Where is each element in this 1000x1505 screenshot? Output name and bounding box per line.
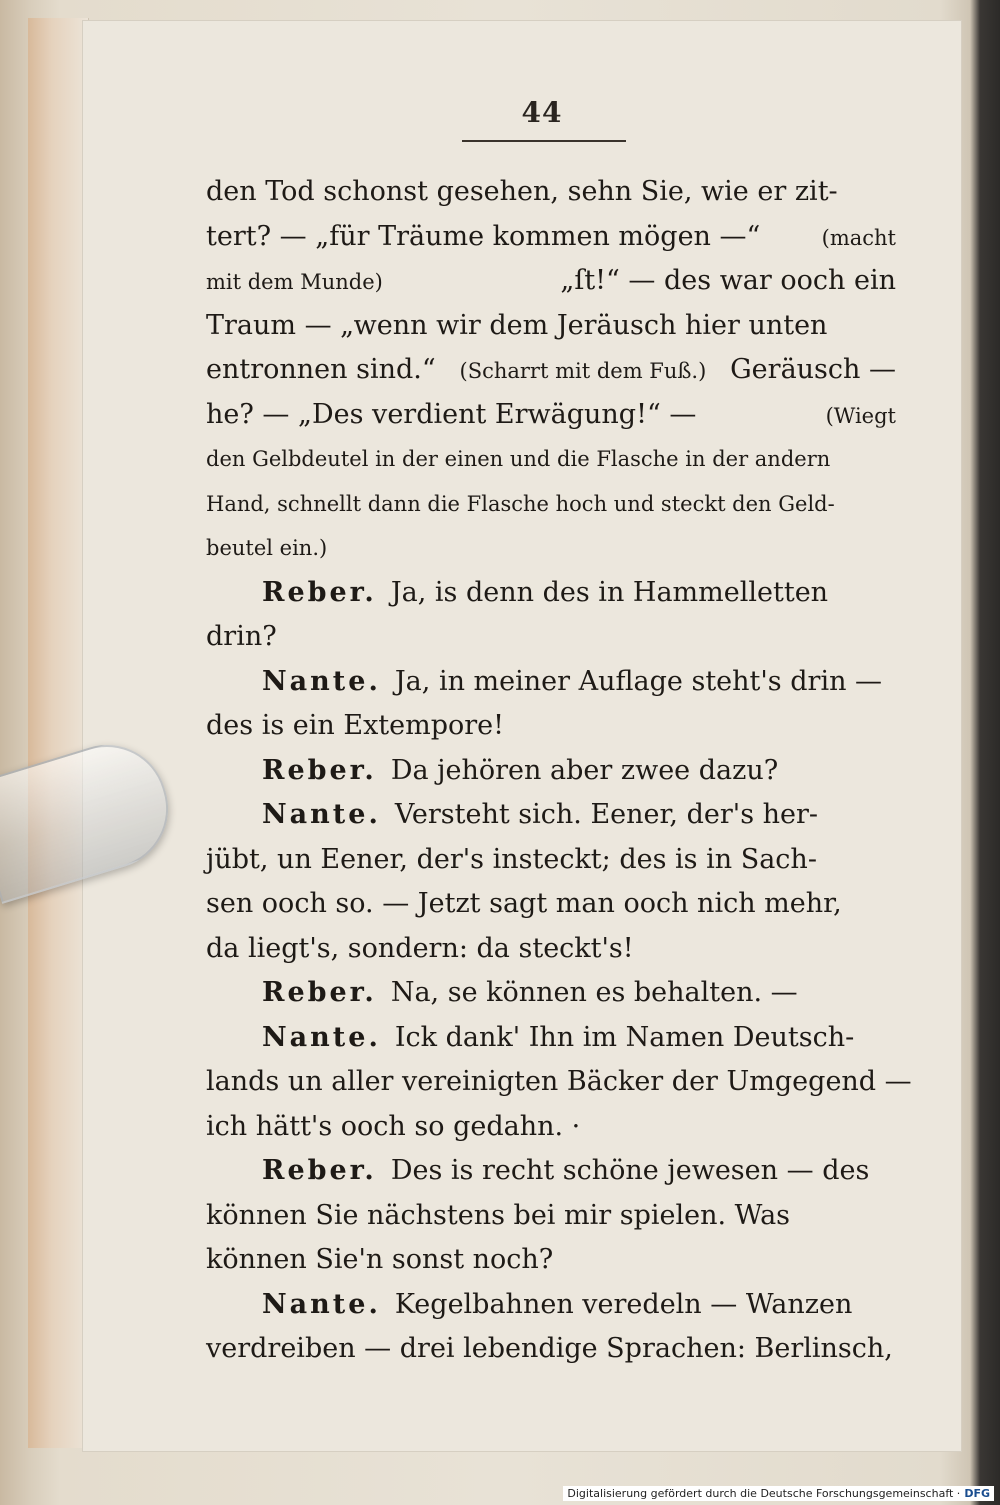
dialogue-text: Geräusch —	[730, 354, 896, 385]
text-line	[206, 1016, 896, 1061]
dialogue-text: Na, se können es behalten. —	[390, 977, 798, 1008]
dialogue-text: Ick dank' Ihn im Namen Deutsch-	[394, 1021, 855, 1053]
page-stack-edge	[28, 18, 89, 1448]
page-text	[206, 170, 912, 1372]
text-line	[206, 1327, 896, 1372]
speaker-name: Nante.	[262, 1288, 381, 1320]
dialogue-text: können Sie nächstens bei mir spielen. Was	[206, 1199, 791, 1231]
text-line	[206, 482, 896, 527]
page-number-rule	[462, 140, 626, 142]
speaker-name: Nante.	[262, 665, 381, 697]
text-line	[206, 393, 896, 438]
text-line	[206, 838, 896, 883]
speaker-name: Nante.	[262, 799, 381, 830]
dialogue-text: jübt, un Eener, der's insteckt; des is in Sach-	[206, 843, 817, 875]
dialogue-text: lands un aller vereinigten Bäcker der Umgegend —	[206, 1066, 912, 1097]
text-line	[206, 437, 896, 482]
stage-direction: den Gelbdeutel in der einen und die Flasche in der andern	[206, 447, 831, 471]
text-line	[206, 526, 896, 571]
dialogue-text: Versteht sich. Eener, der's her-	[394, 799, 819, 830]
text-line	[206, 571, 896, 616]
stage-direction: (macht	[821, 225, 896, 250]
text-line	[206, 1194, 896, 1239]
speaker-name: Reber.	[262, 754, 377, 786]
dialogue-text: den Tod schonst gesehen, sehn Sie, wie er zit-	[206, 176, 838, 207]
dialogue-text: ich hätt's ooch so gedahn. ·	[206, 1110, 581, 1142]
dialogue-text: Ja, is denn des in Hammelletten	[390, 576, 829, 608]
dialogue-text: tert? — „für Träume kommen mögen —“	[206, 220, 761, 252]
dialogue-text: he? — „Des verdient Erwägung!“ —	[206, 398, 697, 430]
text-line	[206, 348, 896, 393]
text-line	[206, 660, 896, 705]
text-line	[206, 882, 896, 927]
text-line	[206, 1105, 896, 1150]
stage-direction: (Scharrt mit dem Fuß.)	[459, 359, 707, 383]
text-line	[206, 1060, 912, 1105]
text-line	[206, 1283, 896, 1328]
text-line	[206, 704, 896, 749]
dialogue-text: Des is recht schöne jewesen — des	[390, 1155, 870, 1186]
text-line	[206, 615, 896, 660]
dialogue-text: drin?	[206, 621, 277, 652]
text-line	[206, 927, 896, 972]
text-line	[206, 1149, 896, 1194]
speaker-name: Reber.	[262, 977, 377, 1008]
stage-direction: beutel ein.)	[206, 536, 328, 560]
speaker-name: Reber.	[262, 576, 377, 608]
credit-text: Digitalisierung gefördert durch die Deutsche Forschungsgemeinschaft ·	[567, 1487, 961, 1500]
stage-direction: mit dem Munde)	[206, 270, 383, 294]
stage-direction: (Wiegt	[825, 403, 896, 428]
dialogue-text: des is ein Extempore!	[206, 710, 505, 741]
dialogue-text: Traum — „wenn wir dem Jeräusch hier unten	[206, 309, 828, 341]
dialogue-text: können Sie'n sonst noch?	[206, 1244, 554, 1275]
dialogue-text: Da jehören aber zwee dazu?	[390, 754, 779, 786]
digitization-credit	[563, 1486, 994, 1501]
text-line	[206, 793, 896, 838]
dialogue-text: entronnen sind.“	[206, 354, 436, 385]
dialogue-text: Kegelbahnen veredeln — Wanzen	[394, 1288, 853, 1320]
text-line	[206, 259, 896, 304]
stage-direction: Hand, schnellt dann die Flasche hoch und steckt den Geld-	[206, 491, 835, 516]
dialogue-text: da liegt's, sondern: da steckt's!	[206, 932, 634, 964]
text-line	[206, 304, 896, 349]
page-number: 44	[521, 96, 563, 129]
dialogue-text: sen ooch so. — Jetzt sagt man ooch nich mehr,	[206, 888, 842, 919]
text-line	[206, 215, 896, 260]
text-line	[206, 971, 896, 1016]
speaker-name: Nante.	[262, 1021, 381, 1053]
text-line	[206, 749, 896, 794]
speaker-name: Reber.	[262, 1155, 377, 1186]
dialogue-text: „ſt!“ — des war ooch ein	[560, 265, 896, 296]
dialogue-text: Ja, in meiner Auflage steht's drin —	[394, 665, 883, 697]
dialogue-text: verdreiben — drei lebendige Sprachen: Berlinsch,	[206, 1333, 893, 1364]
text-line	[206, 170, 896, 215]
text-line	[206, 1238, 896, 1283]
dfg-logo: DFG	[964, 1487, 990, 1500]
